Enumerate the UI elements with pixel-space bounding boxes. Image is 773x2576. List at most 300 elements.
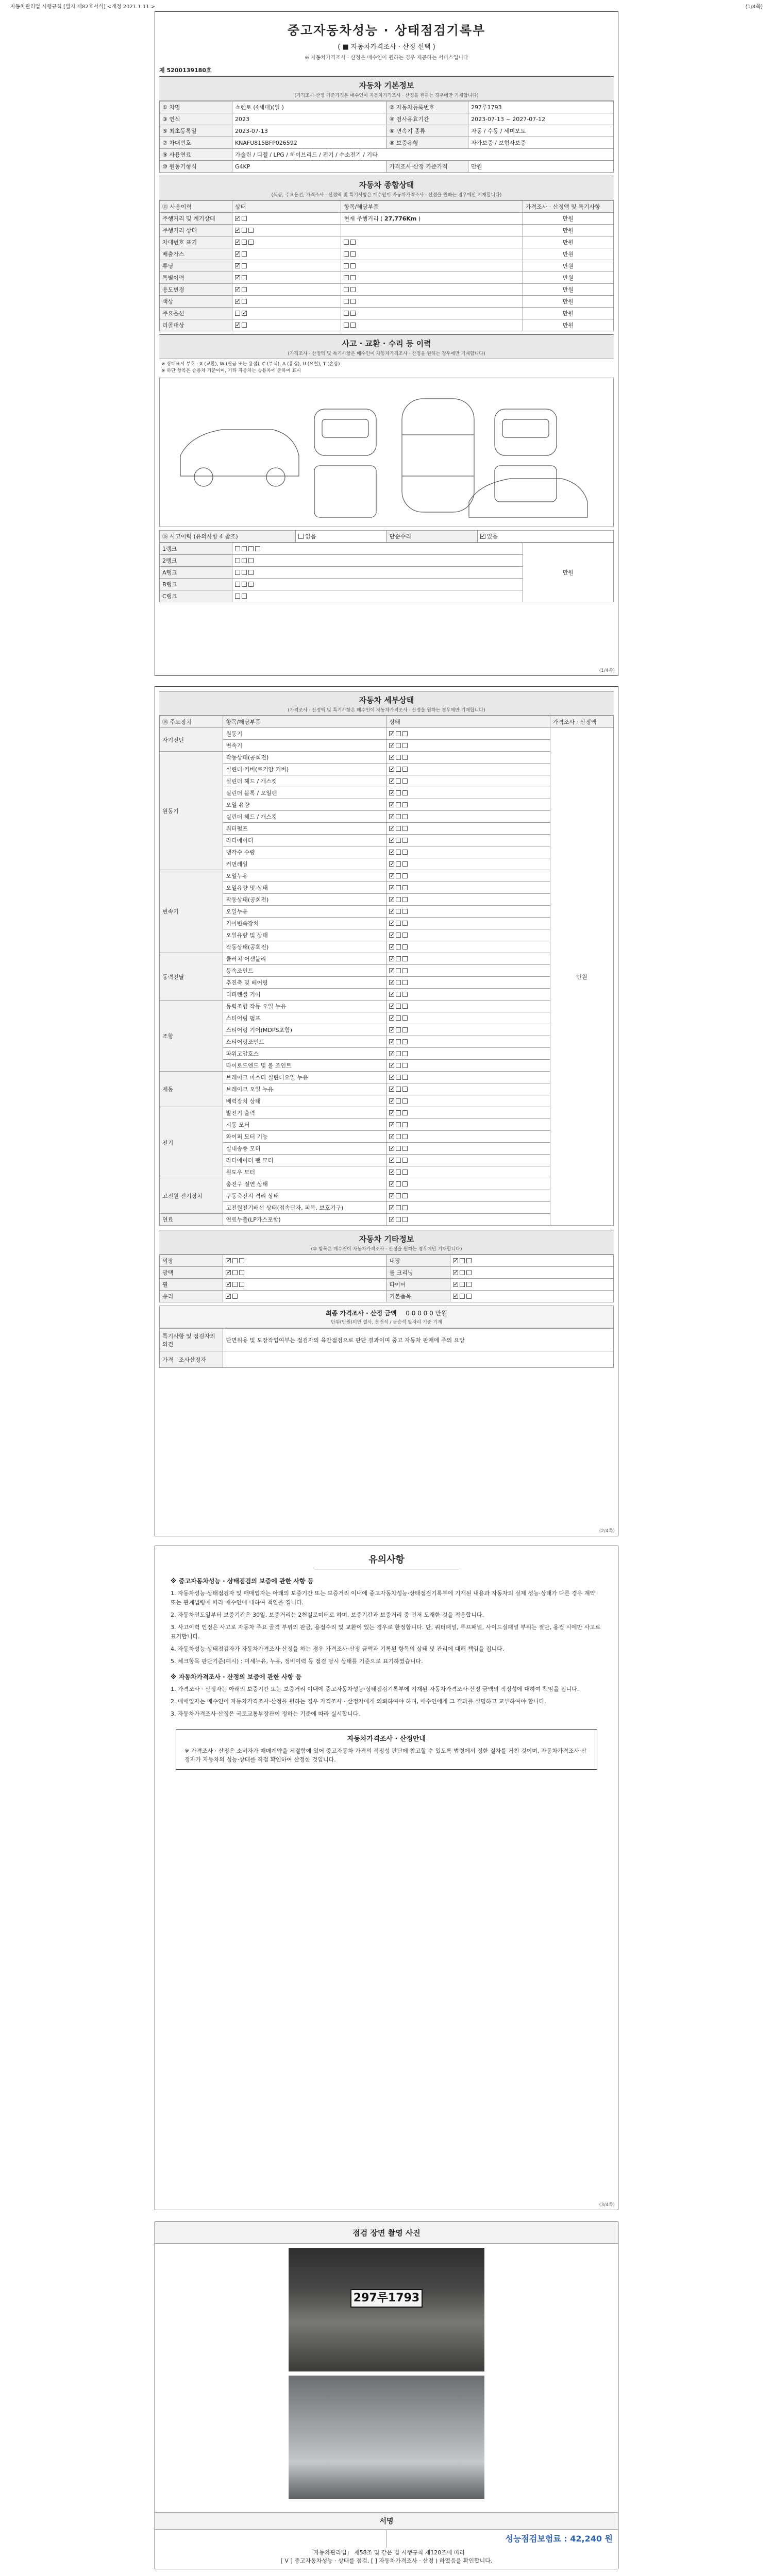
checkbox-checked[interactable] (389, 980, 394, 985)
table-row (160, 1291, 614, 1302)
checkbox[interactable] (396, 755, 401, 760)
checkbox[interactable] (460, 1258, 465, 1263)
checkbox[interactable] (402, 1004, 408, 1009)
row-label: 내장 (386, 1255, 450, 1267)
item-label: 오일 유량 (223, 799, 386, 811)
status-cell (386, 728, 550, 740)
page-mark: (2/4쪽) (599, 1529, 615, 1534)
checkbox[interactable] (466, 1282, 472, 1287)
checkbox[interactable] (466, 1258, 472, 1263)
checkbox[interactable] (232, 1294, 238, 1299)
checkbox-checked[interactable] (389, 1134, 394, 1139)
inspection-photo-lift (289, 2376, 484, 2499)
checkbox-checked[interactable] (389, 956, 394, 961)
checkbox-checked[interactable] (389, 861, 394, 867)
checkbox[interactable] (466, 1294, 472, 1299)
checkbox-checked[interactable] (389, 1170, 394, 1175)
checkbox-checked[interactable] (389, 1039, 394, 1044)
checkbox[interactable] (242, 275, 247, 280)
checkbox[interactable] (402, 838, 408, 843)
checkbox[interactable] (396, 1170, 401, 1175)
checkbox[interactable] (242, 263, 247, 268)
checkbox-checked[interactable] (389, 1027, 394, 1032)
checkbox[interactable] (402, 885, 408, 890)
checkbox[interactable] (402, 873, 408, 878)
column-header: 가격조사 · 산정액 및 특기사항 (523, 201, 613, 213)
checkbox[interactable] (396, 1217, 401, 1222)
table-row (160, 1107, 614, 1119)
checkbox[interactable] (402, 968, 408, 973)
checkbox[interactable] (350, 275, 356, 280)
table-row (160, 894, 614, 906)
checkbox[interactable] (396, 1205, 401, 1210)
checkbox[interactable] (396, 814, 401, 819)
checkbox[interactable] (396, 838, 401, 843)
checkbox[interactable] (344, 275, 349, 280)
checkbox[interactable] (344, 311, 349, 316)
table-row (160, 811, 614, 823)
checkbox-checked[interactable] (389, 1146, 394, 1151)
status-cell (386, 752, 550, 764)
checkbox[interactable] (396, 909, 401, 914)
checkbox-checked[interactable] (389, 873, 394, 878)
table-row (160, 248, 614, 260)
checkbox[interactable] (396, 944, 401, 950)
checkbox-checked[interactable] (389, 1098, 394, 1104)
checkbox[interactable] (402, 1051, 408, 1056)
checkbox[interactable] (396, 1039, 401, 1044)
checkbox[interactable] (402, 850, 408, 855)
checkbox[interactable] (248, 582, 254, 587)
row-label: 주요옵션 (160, 308, 232, 319)
table-cell: ⑦ 차대번호 (160, 137, 232, 149)
checkbox[interactable] (402, 755, 408, 760)
rank-items (232, 567, 523, 579)
checkbox-checked[interactable] (235, 323, 240, 328)
checkbox-checked[interactable] (389, 1158, 394, 1163)
checkbox[interactable] (396, 802, 401, 807)
checkbox[interactable] (466, 1270, 472, 1275)
checkbox[interactable] (396, 1110, 401, 1115)
checkbox[interactable] (396, 1027, 401, 1032)
checkbox-checked[interactable] (453, 1294, 458, 1299)
checkbox[interactable] (396, 778, 401, 784)
checkbox[interactable] (402, 992, 408, 997)
checkbox[interactable] (242, 323, 247, 328)
checkbox[interactable] (232, 1270, 238, 1275)
checkbox[interactable] (248, 546, 254, 551)
checkbox-checked[interactable] (389, 778, 394, 784)
table-row (160, 284, 614, 296)
checkbox[interactable] (402, 731, 408, 736)
checkbox[interactable] (248, 228, 254, 233)
checkbox[interactable] (235, 546, 240, 551)
status-cell (386, 775, 550, 787)
table-row (160, 531, 614, 543)
checkbox[interactable] (344, 251, 349, 257)
checkbox[interactable] (402, 921, 408, 926)
checkbox[interactable] (242, 216, 247, 221)
table-row (160, 1095, 614, 1107)
checkbox-checked[interactable] (235, 228, 240, 233)
checkbox[interactable] (460, 1270, 465, 1275)
page-header (10, 2, 763, 9)
checkbox[interactable] (242, 287, 247, 292)
checkbox[interactable] (396, 933, 401, 938)
checkbox[interactable] (344, 287, 349, 292)
checkbox[interactable] (242, 594, 247, 599)
caution-heading: ※ 자동차가격조사 · 산정의 보증에 관한 사항 등 (171, 1673, 302, 1681)
checkbox-checked[interactable] (226, 1270, 231, 1275)
checkbox[interactable] (344, 263, 349, 268)
caution-title: 유의사항 (314, 1552, 459, 1569)
table-cell: G4KP (232, 161, 386, 173)
checkbox[interactable] (396, 1146, 401, 1151)
checkbox-checked[interactable] (389, 755, 394, 760)
checkbox-checked[interactable] (389, 897, 394, 902)
remarks-text: 단면위용 및 도장작업여부는 점검자의 육안점검으로 판단 결과이며 중고 자동차 판매에 주의 요망 (223, 1329, 614, 1351)
checkbox-checked[interactable] (389, 814, 394, 819)
status-cell (386, 1001, 550, 1012)
checkbox[interactable] (344, 240, 349, 245)
table-row (160, 1036, 614, 1048)
status-cell (232, 284, 341, 296)
checkbox-checked[interactable] (389, 921, 394, 926)
checkbox-checked[interactable] (389, 1051, 394, 1056)
checkbox[interactable] (402, 897, 408, 902)
checkbox[interactable] (350, 323, 356, 328)
rank-label: 1랭크 (160, 543, 232, 555)
checkbox[interactable] (402, 1039, 408, 1044)
checkbox[interactable] (235, 311, 240, 316)
checkbox[interactable] (402, 802, 408, 807)
checkbox[interactable] (396, 850, 401, 855)
table-cell: 2023-07-13 (232, 125, 386, 137)
checkbox[interactable] (239, 1282, 244, 1287)
status-cell (386, 1202, 550, 1214)
status-cell (450, 1291, 613, 1302)
checkbox[interactable] (242, 228, 247, 233)
checkbox[interactable] (402, 1134, 408, 1139)
checkbox-checked[interactable] (242, 311, 247, 316)
row-label: 기본품목 (386, 1291, 450, 1302)
checkbox[interactable] (402, 1205, 408, 1210)
status-cell (386, 906, 550, 918)
checkbox-checked[interactable] (389, 1075, 394, 1080)
column-header: ⑪ 사용이력 (160, 201, 232, 213)
checkbox[interactable] (460, 1294, 465, 1299)
checkbox[interactable] (402, 1181, 408, 1187)
checkbox[interactable] (255, 546, 260, 551)
checkbox[interactable] (402, 743, 408, 748)
detail-status-table (159, 716, 614, 1226)
checkbox[interactable] (402, 778, 408, 784)
overall-status-header (159, 176, 614, 200)
checkbox[interactable] (235, 570, 240, 575)
checkbox[interactable] (402, 1075, 408, 1080)
table-cell: ① 차명 (160, 101, 232, 113)
checkbox-checked[interactable] (389, 933, 394, 938)
table-cell: ④ 검사유효기간 (386, 113, 468, 125)
checkbox[interactable] (344, 299, 349, 304)
checkbox[interactable] (239, 1270, 244, 1275)
checkbox-checked[interactable] (389, 767, 394, 772)
checkbox[interactable] (396, 826, 401, 831)
checkbox[interactable] (232, 1282, 238, 1287)
checkbox[interactable] (242, 546, 247, 551)
checkbox[interactable] (396, 743, 401, 748)
status-cell (386, 1060, 550, 1072)
checkbox[interactable] (402, 1122, 408, 1127)
checkbox-checked[interactable] (453, 1258, 458, 1263)
checkbox[interactable] (396, 1015, 401, 1021)
checkbox[interactable] (402, 909, 408, 914)
checkbox-checked[interactable] (226, 1294, 231, 1299)
item-label: 변속기 (223, 740, 386, 752)
checkbox[interactable] (248, 558, 254, 563)
price-cell: 만원 (523, 272, 613, 284)
final-price-value: 0 0 0 0 0 만원 (406, 1310, 447, 1317)
item-label: 냉각수 수량 (223, 846, 386, 858)
signature-area (155, 2530, 386, 2548)
checkbox[interactable] (344, 323, 349, 328)
price-cell: 만원 (523, 225, 613, 236)
table-row (160, 965, 614, 977)
checkbox[interactable] (396, 1075, 401, 1080)
checkbox[interactable] (396, 1004, 401, 1009)
checkbox[interactable] (242, 251, 247, 257)
checkbox[interactable] (396, 767, 401, 772)
status-cell (450, 1255, 613, 1267)
checkbox[interactable] (350, 251, 356, 257)
checkbox[interactable] (402, 1110, 408, 1115)
checkbox[interactable] (402, 956, 408, 961)
checkbox-checked[interactable] (235, 287, 240, 292)
table-header-row (160, 716, 614, 728)
item-label: 동력조향 작동 오일 누유 (223, 1001, 386, 1012)
checkbox-checked[interactable] (235, 251, 240, 257)
checkbox[interactable] (232, 1258, 238, 1263)
checkbox[interactable] (235, 594, 240, 599)
rank-items (232, 590, 523, 602)
checkbox[interactable] (396, 956, 401, 961)
checkbox[interactable] (350, 299, 356, 304)
caution-paragraph: 5. 체크항목 판단기준(예시) : 미세누유, 누유, 정비이력 등 점검 당시 상태를 기준으로 표기하였습니다. (171, 1658, 423, 1665)
checkbox[interactable] (402, 861, 408, 867)
checkbox[interactable] (396, 731, 401, 736)
checkbox[interactable] (402, 933, 408, 938)
checkbox[interactable] (242, 582, 247, 587)
item-label: 스티어링 펌프 (223, 1012, 386, 1024)
table-row (160, 728, 614, 740)
checkbox-checked[interactable] (389, 992, 394, 997)
table-cell: ⑤ 최초등록일 (160, 125, 232, 137)
checkbox[interactable] (402, 944, 408, 950)
checkbox[interactable] (396, 1122, 401, 1127)
table-row (160, 149, 614, 161)
checkbox[interactable] (396, 873, 401, 878)
status-cell (386, 764, 550, 775)
table-row (160, 752, 614, 764)
checkbox-checked[interactable] (389, 743, 394, 748)
checkbox[interactable] (402, 1098, 408, 1104)
table-cell: ⑨ 사용연료 (160, 149, 232, 161)
checkbox[interactable] (396, 968, 401, 973)
checkbox[interactable] (235, 582, 240, 587)
table-cell: ② 자동차등록번호 (386, 101, 468, 113)
checkbox[interactable] (248, 570, 254, 575)
checkbox[interactable] (402, 1193, 408, 1198)
checkbox[interactable] (402, 767, 408, 772)
checkbox-checked[interactable] (389, 944, 394, 950)
checkbox-checked[interactable] (235, 216, 240, 221)
checkbox[interactable] (396, 1098, 401, 1104)
checkbox-checked[interactable] (389, 1122, 394, 1127)
checkbox[interactable] (350, 240, 356, 245)
checkbox-checked[interactable] (389, 1015, 394, 1021)
checkbox-checked[interactable] (235, 299, 240, 304)
checkbox-checked[interactable] (389, 968, 394, 973)
table-row (160, 1190, 614, 1202)
checkbox[interactable] (396, 1181, 401, 1187)
checkbox[interactable] (350, 287, 356, 292)
checkbox[interactable] (402, 980, 408, 985)
checkbox-checked[interactable] (226, 1258, 231, 1263)
checkbox[interactable] (396, 980, 401, 985)
checkbox[interactable] (396, 1193, 401, 1198)
checkbox[interactable] (248, 240, 254, 245)
checkbox-checked[interactable] (389, 826, 394, 831)
table-row (160, 977, 614, 989)
table-row (160, 296, 614, 308)
checkbox[interactable] (402, 814, 408, 819)
checkbox[interactable] (350, 311, 356, 316)
status-cell (223, 1267, 386, 1279)
item-label: 브레이크 오일 누유 (223, 1083, 386, 1095)
mileage-label: 현재 주행거리 (344, 215, 379, 222)
checkbox-checked[interactable] (389, 838, 394, 843)
status-cell (386, 1024, 550, 1036)
checkbox[interactable] (350, 263, 356, 268)
checkbox[interactable] (402, 826, 408, 831)
rank-table (159, 543, 614, 602)
license-plate: 297루1793 (350, 2289, 423, 2308)
checkbox[interactable] (396, 1051, 401, 1056)
rank-label: B랭크 (160, 579, 232, 590)
checkbox[interactable] (242, 558, 247, 563)
checkbox[interactable] (402, 1063, 408, 1068)
checkbox-checked[interactable] (389, 1063, 394, 1068)
group-label: 고전원 전기장치 (160, 1178, 223, 1214)
simple-repair-value-text: 있음 (486, 533, 498, 540)
checkbox[interactable] (298, 534, 304, 539)
checkbox-checked[interactable] (235, 263, 240, 268)
checkbox-checked[interactable] (226, 1282, 231, 1287)
row-label: 리콜대상 (160, 319, 232, 331)
checkbox[interactable] (396, 885, 401, 890)
checkbox[interactable] (396, 861, 401, 867)
checkbox[interactable] (235, 558, 240, 563)
checkbox[interactable] (402, 1015, 408, 1021)
status-cell (386, 870, 550, 882)
checkbox-checked[interactable] (235, 275, 240, 280)
row-label: 광택 (160, 1267, 223, 1279)
row-label: 차대번호 표기 (160, 236, 232, 248)
checkbox[interactable] (402, 1146, 408, 1151)
checkbox[interactable] (402, 1158, 408, 1163)
checkbox[interactable] (396, 992, 401, 997)
checkbox-checked[interactable] (389, 1193, 394, 1198)
checkbox-checked[interactable] (389, 1110, 394, 1115)
checkbox[interactable] (396, 1087, 401, 1092)
checkbox[interactable] (242, 240, 247, 245)
checkbox-checked[interactable] (389, 850, 394, 855)
checkbox[interactable] (242, 299, 247, 304)
checkbox[interactable] (396, 897, 401, 902)
signature-note: 「자동차관리법」 제58조 및 같은 법 시행규칙 제120조에 따라 (308, 2549, 465, 2556)
checkbox-checked[interactable] (480, 534, 485, 539)
item-label: 타이로드엔드 및 볼 조인트 (223, 1060, 386, 1072)
checkbox-checked[interactable] (389, 1004, 394, 1009)
checkbox-checked[interactable] (389, 885, 394, 890)
item-label: 와이퍼 모터 기능 (223, 1131, 386, 1143)
checkbox[interactable] (396, 790, 401, 795)
checkbox-checked[interactable] (389, 909, 394, 914)
checkbox-checked[interactable] (389, 731, 394, 736)
column-header: 가격조사 · 산정액 (550, 716, 613, 728)
checkbox-checked[interactable] (389, 802, 394, 807)
item-cell (341, 236, 523, 248)
checkbox[interactable] (460, 1282, 465, 1287)
checkbox-checked[interactable] (235, 240, 240, 245)
table-row (160, 260, 614, 272)
status-cell (386, 1048, 550, 1060)
checkbox-checked[interactable] (389, 1181, 394, 1187)
status-cell (386, 858, 550, 870)
table-cell: 만원 (468, 161, 614, 173)
checkbox-checked[interactable] (389, 1087, 394, 1092)
table-cell: 297루1793 (468, 101, 614, 113)
accident-history-header (159, 334, 614, 359)
checkbox[interactable] (242, 570, 247, 575)
checkbox-checked[interactable] (389, 790, 394, 795)
checkbox-checked[interactable] (453, 1270, 458, 1275)
column-header: 상태 (386, 716, 550, 728)
checkbox-checked[interactable] (453, 1282, 458, 1287)
table-row (160, 161, 614, 173)
table-row (160, 1279, 614, 1291)
table-row (160, 137, 614, 149)
checkbox-checked[interactable] (389, 1217, 394, 1222)
checkbox[interactable] (396, 921, 401, 926)
checkbox[interactable] (396, 1063, 401, 1068)
checkbox[interactable] (239, 1258, 244, 1263)
item-cell (341, 260, 523, 272)
price-cell: 만원 (523, 248, 613, 260)
checkbox-checked[interactable] (389, 1205, 394, 1210)
checkbox[interactable] (396, 1134, 401, 1139)
item-label: 실린더 블록 / 오일팬 (223, 787, 386, 799)
checkbox[interactable] (402, 1087, 408, 1092)
status-cell (386, 1131, 550, 1143)
group-label: 원동기 (160, 752, 223, 870)
rank-items (232, 579, 523, 590)
checkbox[interactable] (402, 1170, 408, 1175)
checkbox[interactable] (402, 1027, 408, 1032)
checkbox[interactable] (402, 790, 408, 795)
checkbox[interactable] (396, 1158, 401, 1163)
checkbox[interactable] (402, 1217, 408, 1222)
